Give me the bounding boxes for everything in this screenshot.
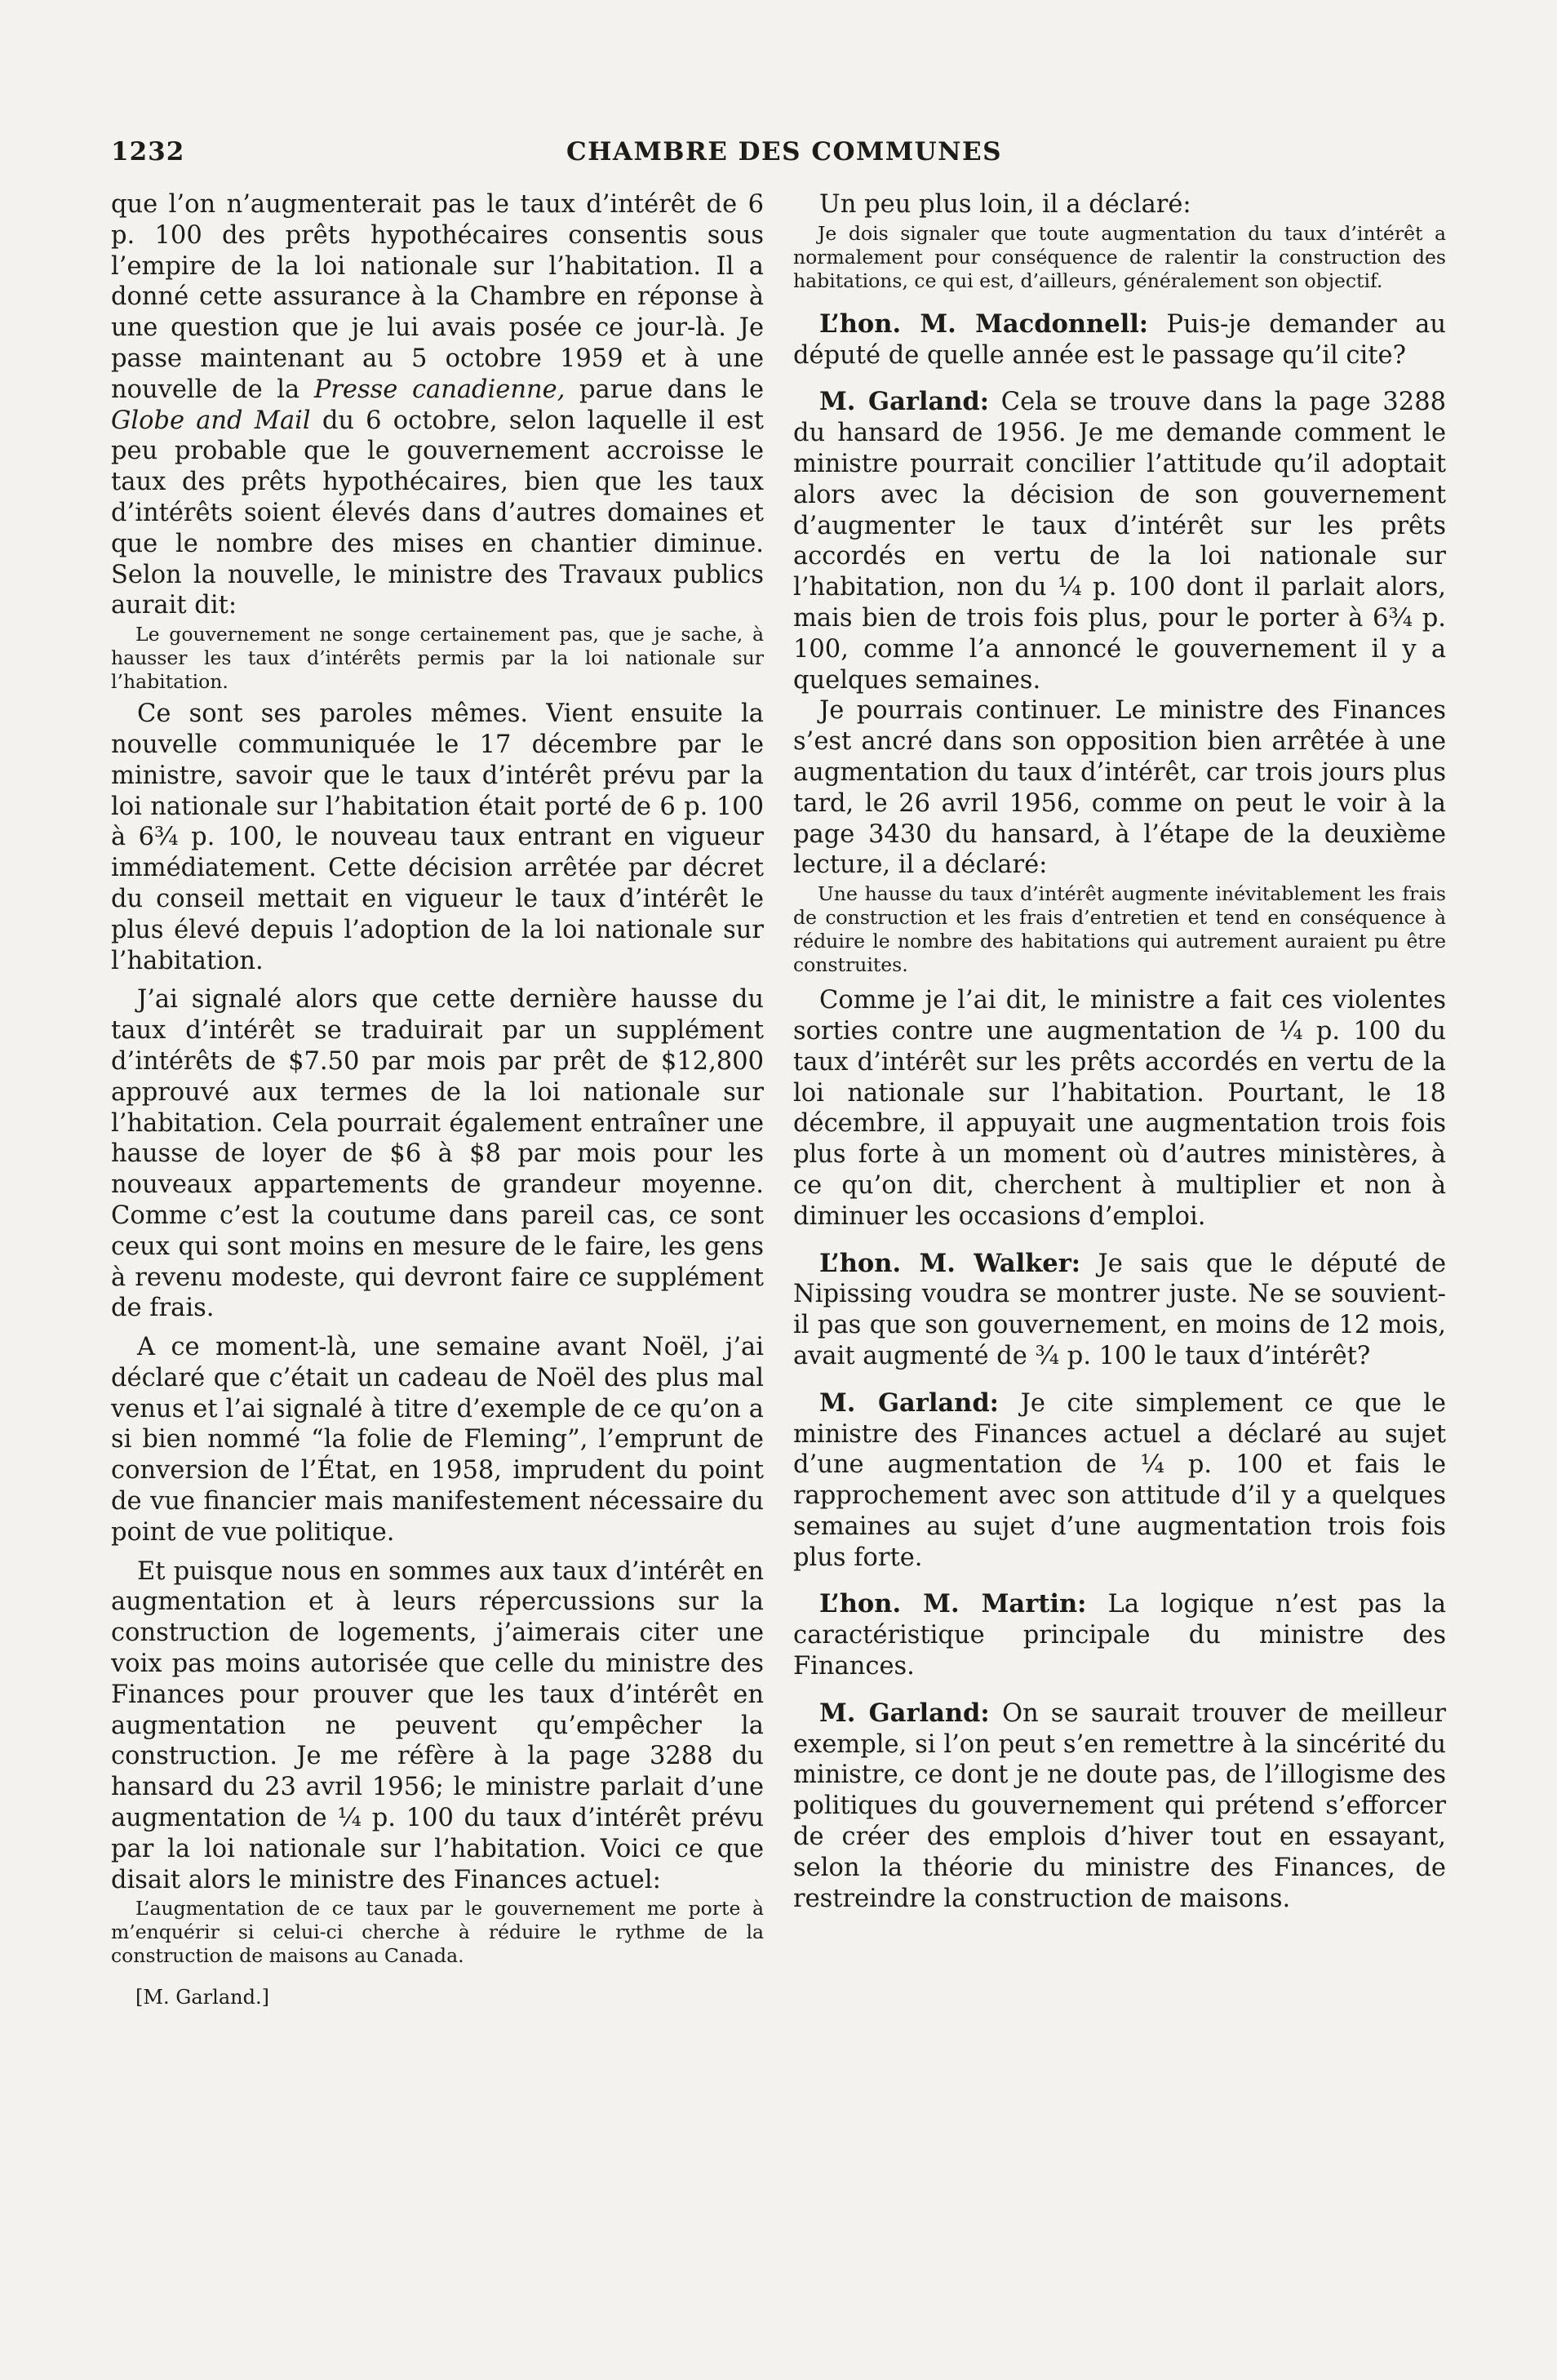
speech-entry (793, 387, 1446, 695)
italic-publication-name: Globe and Mail (111, 406, 311, 435)
block-quote: Je dois signaler que toute augmentation du taux d’intérêt a normalement pour conséquence de ralentir la construction des habitations, ce qui est, d’ailleurs, généralement son objectif. (793, 221, 1446, 292)
right-column (793, 189, 1446, 1914)
italic-publication-name: Presse canadienne, (313, 375, 566, 404)
left-column (111, 189, 764, 2009)
speech-text: Je cite simplement ce que le ministre des Finances actuel a déclaré au sujet d’une augmentation de ¼ p. 100 et fais le rapprochement avec son attitude d’il y a quelques semaines au sujet d’une augmentation trois fois plus forte. (793, 1388, 1446, 1572)
speech-text: Cela se trouve dans la page 3288 du hansard de 1956. Je me demande comment le ministre pourrait concilier l’attitude qu’il adoptait alors avec la décision de son gouvernement d’augmenter le taux d’intérêt sur les prêts accordés en vertu de la loi nationale sur l’habitation, non du ¼ p. 100 dont il parlait alors, mais bien de trois fois plus, pour le porter à 6¾ p. 100, comme l’a annoncé le gouvernement il y a quelques semaines. (793, 388, 1446, 695)
speech-text: La logique n’est pas la caractéristique principale du ministre des Finances. (793, 1590, 1447, 1681)
paragraph: A ce moment-là, une semaine avant Noël, j’ai déclaré que c’était un cadeau de Noël des plus mal venus et l’ai signalé à titre d’exemple de ce qu’on a si bien nommé “la folie de Fleming”, l’emprunt de conversion de l’État, en 1958, imprudent du point de vue financier mais manifestement nécessaire du point de vue politique. (111, 1333, 764, 1547)
speech-entry (793, 1388, 1446, 1574)
speech-entry (793, 1249, 1446, 1372)
speaker-name: M. Garland: (819, 1388, 999, 1418)
paragraph: J’ai signalé alors que cette dernière hausse du taux d’intérêt se traduirait par un supplément d’intérêts de $7.50 par mois par prêt de $12,800 approuvé aux termes de la loi nationale sur l’habitation. Cela pourrait également entraîner une hausse de loyer de $6 à $8 par mois pour les nouveaux appartements de grandeur moyenne. Comme c’est la coutume dans pareil cas, ce sont ceux qui sont moins en mesure de le faire, les gens à revenu modeste, qui devront faire ce supplément de frais. (111, 985, 764, 1323)
block-quote: L’augmentation de ce taux par le gouvernement me porte à m’enquérir si celui-ci cherche à réduire le rythme de la construction de maisons au Canada. (111, 1897, 764, 1968)
speaker-name: L’hon. M. Walker: (819, 1248, 1081, 1278)
page-number: 1232 (111, 137, 185, 167)
paragraph: Un peu plus loin, il a déclaré: (819, 190, 1191, 219)
speaker-name: M. Garland: (819, 1698, 990, 1728)
speech-text: Je sais que le député de Nipissing voudra se montrer juste. Ne se souvient-il pas que son gouvernement, en moins de 12 mois, avait augmenté de ¾ p. 100 le taux d’intérêt? (793, 1249, 1446, 1370)
paragraph (111, 189, 764, 621)
text-run: parue dans le (565, 375, 765, 404)
text-run: que l’on n’augmenterait pas le taux d’intérêt de 6 p. 100 des prêts hypothécaires consentis sous l’empire de la loi nationale sur l’habitation. Il a donné cette assurance à la Chambre en réponse à une question que je lui avais posée ce jour-là. Je passe maintenant au 5 octobre 1959 et à une nouvelle de la (111, 190, 764, 404)
speaker-footer: [M. Garland.] (135, 1986, 269, 2009)
speech-entry (793, 309, 1446, 371)
speaker-name: L’hon. M. Martin: (819, 1589, 1087, 1619)
paragraph: Et puisque nous en sommes aux taux d’intérêt en augmentation et à leurs répercussions sur la construction de logements, j’aimerais citer une voix pas moins autorisée que celle du ministre des Finances pour prouver que les taux d’intérêt en augmentation ne peuvent qu’empêcher la construction. Je me réfère à la page 3288 du hansard du 23 avril 1956; le ministre parlait d’une augmentation de ¼ p. 100 du taux d’intérêt prévu par la loi nationale sur l’habitation. Voici ce que disait alors le ministre des Finances actuel: (111, 1556, 764, 1894)
speech-entry (793, 1698, 1446, 1915)
speech-text: On se saurait trouver de meilleur exemple, si l’on peut s’en remettre à la sincérité du ministre, ce dont je ne doute pas, de l’illogisme des politiques du gouvernement qui prétend s’efforcer de créer des emplois d’hiver tout en essayant, selon la théorie du ministre des Finances, de restreindre la construction de maisons. (793, 1698, 1446, 1913)
text-run: du 6 octobre, selon laquelle il est peu probable que le gouvernement accroisse le taux des prêts hypothécaires, bien que les taux d’intérêts soient élevés dans d’autres domaines et que le nombre des mises en chantier diminue. Selon la nouvelle, le ministre des Travaux publics aurait dit: (111, 406, 764, 620)
speaker-name: M. Garland: (819, 387, 990, 417)
paragraph: Comme je l’ai dit, le ministre a fait ces violentes sorties contre une augmentation de ¼ p. 100 du taux d’intérêt sur les prêts accordés en vertu de la loi nationale sur l’habitation. Pourtant, le 18 décembre, il appuyait une augmentation trois fois plus forte à un moment où d’autres ministères, à ce qu’on dit, cherchent à multiplier et non à diminuer les occasions d’emploi. (793, 986, 1446, 1231)
speech-text: Puis-je demander au député de quelle année est le passage qu’il cite? (793, 309, 1446, 370)
block-quote: Une hausse du taux d’intérêt augmente inévitablement les frais de construction et les frais d’entretien et tend en conséquence à réduire le nombre des habitations qui autrement auraient pu être construites. (793, 882, 1446, 977)
speaker-name: L’hon. M. Macdonnell: (819, 309, 1149, 339)
speech-entry (793, 1589, 1446, 1681)
block-quote: Le gouvernement ne songe certainement pas, que je sache, à hausser les taux d’intérêts permis par la loi nationale sur l’habitation. (111, 623, 764, 694)
running-title: CHAMBRE DES COMMUNES (566, 137, 1003, 167)
page-header (111, 137, 1457, 173)
paragraph: Je pourrais continuer. Le ministre des Finances s’est ancré dans son opposition bien arrêtée à une augmentation du taux d’intérêt, car trois jours plus tard, le 26 avril 1956, comme on peut le voir à la page 3430 du hansard, à l’étape de la deuxième lecture, il a déclaré: (793, 696, 1446, 880)
paragraph: Ce sont ses paroles mêmes. Vient ensuite la nouvelle communiquée le 17 décembre par le ministre, savoir que le taux d’intérêt prévu par la loi nationale sur l’habitation était porté de 6 p. 100 à 6¾ p. 100, le nouveau taux entrant en vigueur immédiatement. Cette décision arrêtée par décret du conseil mettait en vigueur le taux d’intérêt le plus élevé depuis l’adoption de la loi nationale sur l’habitation. (111, 699, 764, 975)
